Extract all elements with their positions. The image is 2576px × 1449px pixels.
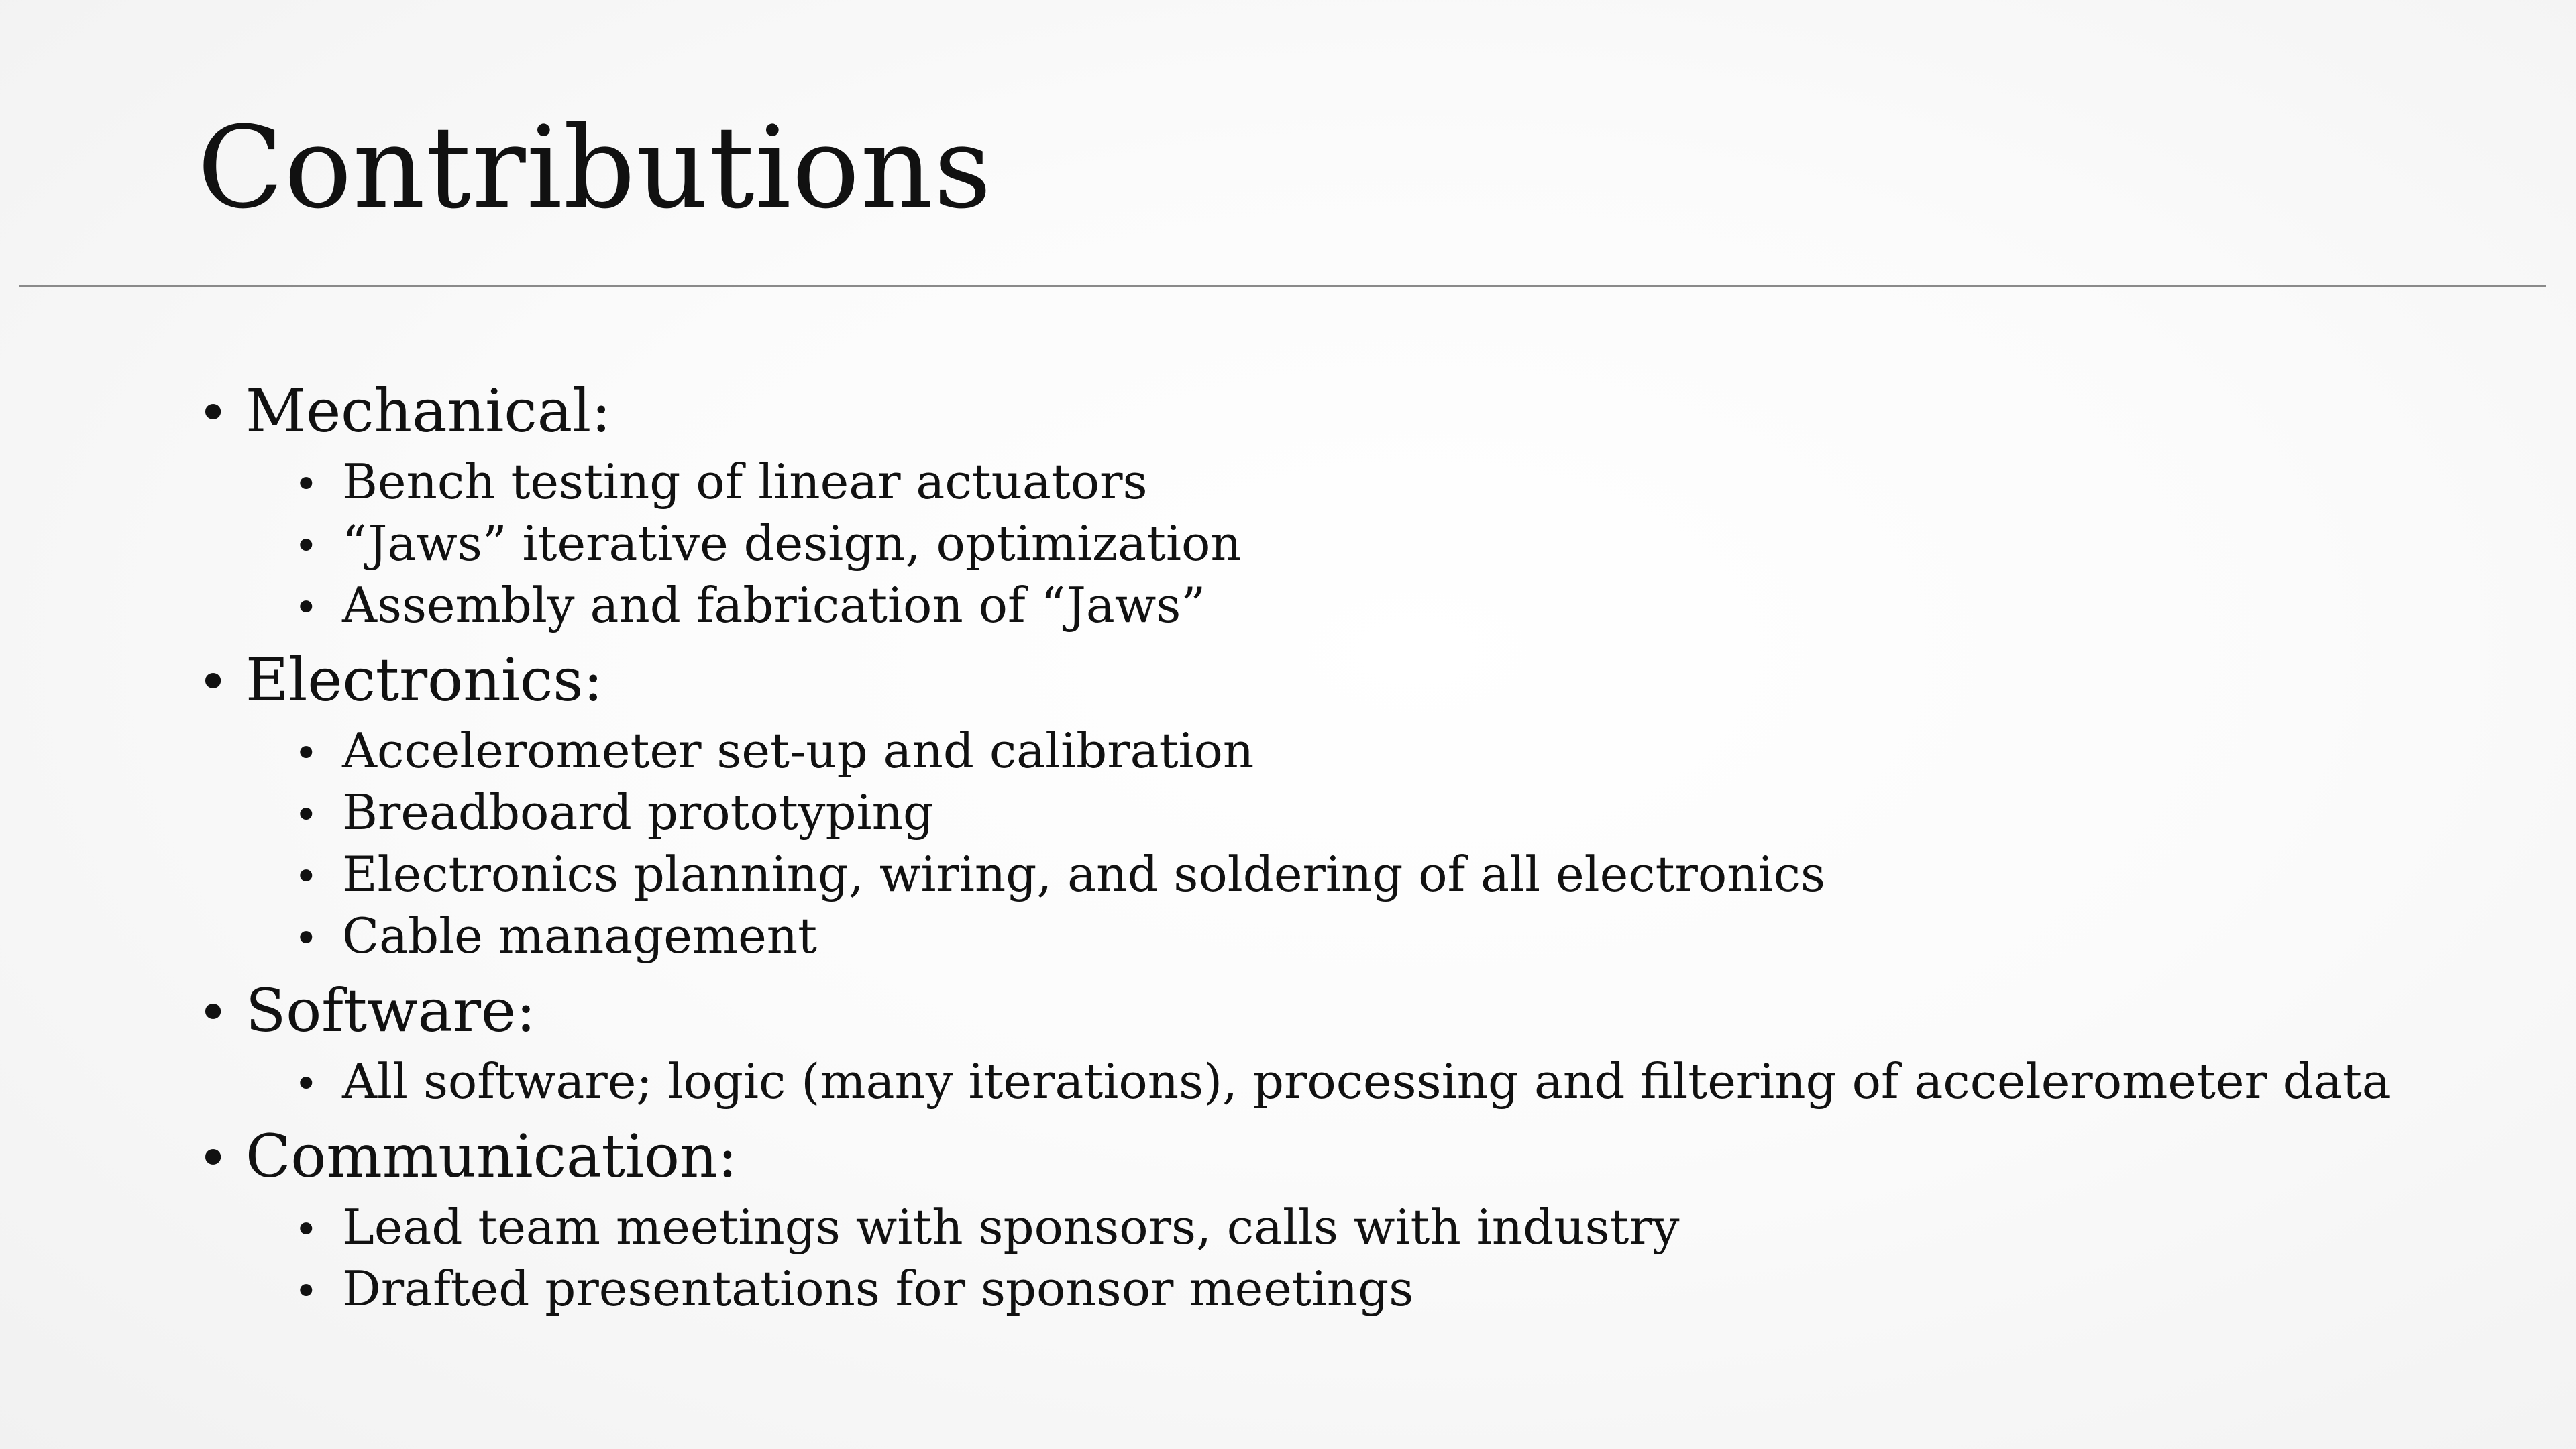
bullet-item bbox=[197, 372, 2478, 452]
sub-bullet-item bbox=[294, 1052, 2478, 1114]
sub-bullet-text: Electronics planning, wiring, and soldering of all electronics bbox=[342, 846, 1825, 902]
sub-bullet-list bbox=[197, 1052, 2478, 1114]
sub-bullet-text: Lead team meetings with sponsors, calls with industry bbox=[342, 1199, 1680, 1255]
section-heading: Electronics: bbox=[246, 645, 604, 714]
bullet-icon: • bbox=[294, 1267, 319, 1316]
bullet-icon: • bbox=[197, 382, 229, 444]
bullet-icon: • bbox=[197, 1127, 229, 1189]
bullet-icon: • bbox=[197, 981, 229, 1044]
bullet-item bbox=[197, 972, 2478, 1052]
bullet-icon: • bbox=[294, 583, 319, 632]
sub-bullet-item bbox=[294, 1259, 2478, 1321]
bullet-icon: • bbox=[294, 460, 319, 508]
sub-bullet-list bbox=[197, 1197, 2478, 1321]
slide-title: Contributions bbox=[197, 102, 992, 233]
section-communication bbox=[197, 1118, 2478, 1321]
sub-bullet-text: Bench testing of linear actuators bbox=[342, 453, 1148, 510]
bullet-icon: • bbox=[294, 729, 319, 777]
title-divider bbox=[19, 285, 2546, 287]
sub-bullet-item bbox=[294, 576, 2478, 637]
sub-bullet-list bbox=[197, 452, 2478, 637]
bullet-item bbox=[197, 641, 2478, 721]
section-heading: Software: bbox=[246, 976, 536, 1045]
section-heading: Communication: bbox=[246, 1122, 738, 1191]
sub-bullet-text: Assembly and fabrication of “Jaws” bbox=[342, 577, 1206, 633]
sub-bullet-text: Accelerometer set-up and calibration bbox=[342, 722, 1254, 779]
section-software bbox=[197, 972, 2478, 1114]
bullet-icon: • bbox=[294, 521, 319, 570]
bullet-icon: • bbox=[294, 914, 319, 963]
sub-bullet-item bbox=[294, 1197, 2478, 1259]
sub-bullet-text: Breadboard prototyping bbox=[342, 784, 934, 841]
bullet-icon: • bbox=[294, 1059, 319, 1108]
bullet-icon: • bbox=[294, 1205, 319, 1254]
sub-bullet-item bbox=[294, 845, 2478, 906]
sub-bullet-list bbox=[197, 721, 2478, 968]
section-electronics bbox=[197, 641, 2478, 968]
section-heading: Mechanical: bbox=[246, 376, 611, 445]
sub-bullet-item bbox=[294, 783, 2478, 845]
bullet-icon: • bbox=[197, 651, 229, 713]
sub-bullet-text: Cable management bbox=[342, 908, 818, 964]
sub-bullet-text: All software; logic (many iterations), processing and filtering of accelerometer data bbox=[342, 1053, 2391, 1110]
bullet-icon: • bbox=[294, 852, 319, 901]
bullet-list bbox=[197, 372, 2478, 1325]
sub-bullet-item bbox=[294, 514, 2478, 576]
sub-bullet-item bbox=[294, 452, 2478, 514]
sub-bullet-text: “Jaws” iterative design, optimization bbox=[342, 515, 1242, 572]
bullet-item bbox=[197, 1118, 2478, 1197]
sub-bullet-item bbox=[294, 721, 2478, 783]
bullet-icon: • bbox=[294, 790, 319, 839]
section-mechanical bbox=[197, 372, 2478, 637]
sub-bullet-text: Drafted presentations for sponsor meetings bbox=[342, 1260, 1414, 1317]
sub-bullet-item bbox=[294, 906, 2478, 968]
